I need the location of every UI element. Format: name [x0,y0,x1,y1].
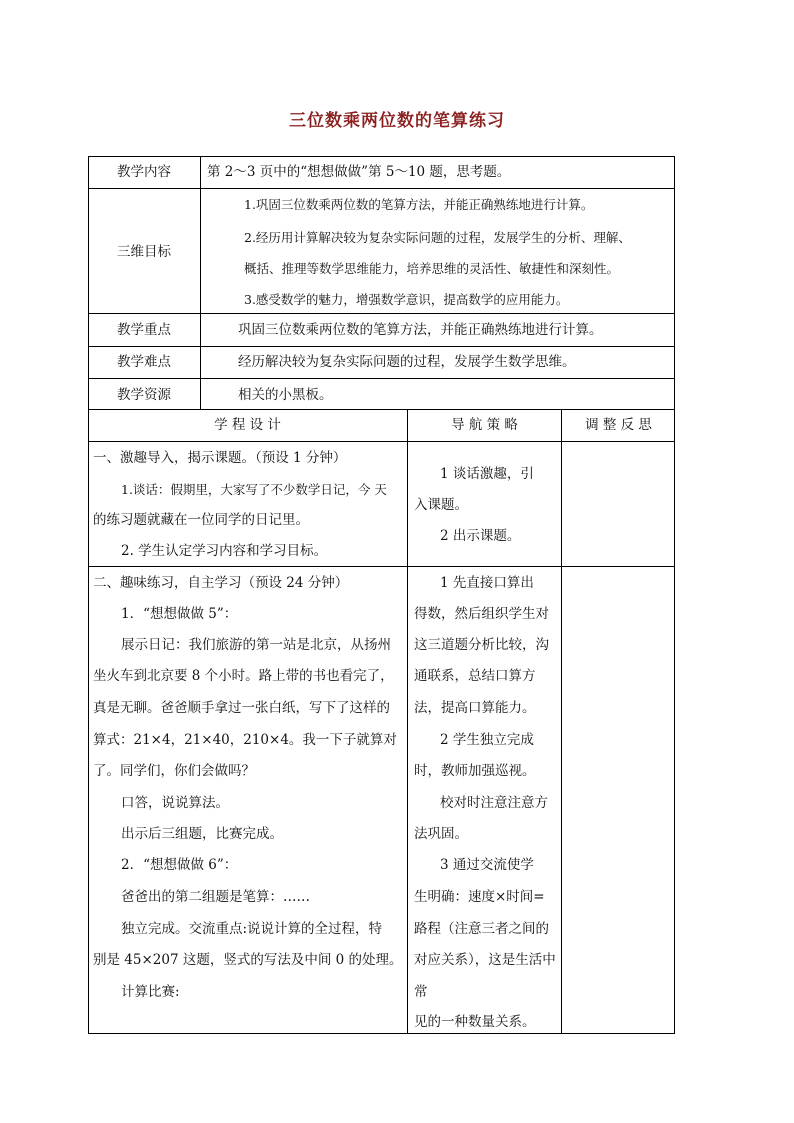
design-line: 出示后三组题，比赛完成。 [121,826,283,842]
design-line: 计算比赛: [121,984,180,1000]
key-text: 巩固三位数乘两位数的笔算方法，并能正确熟练地进行计算。 [238,322,603,338]
design-line: 一、激趣导入，揭示课题。（预设 1 分钟） [93,450,347,466]
design-line: 2. 学生认定学习内容和学习目标。 [121,543,328,559]
goal-line: 2.经历用计算解决较为复杂实际问题的过程，发展学生的分析、理解、 [244,230,631,245]
design-line: 坐火车到北京要 8 个小时。路上带的书也看完了， [93,668,394,684]
design-line: 爸爸出的第二组题是笔算：…… [121,889,310,905]
key-label: 教学重点 [117,322,171,338]
strategy-line: 1 先直接口算出 [440,575,534,591]
strategy-line: 3 通过交流使学 [440,857,534,873]
row-divider [88,188,675,189]
goal-line: 概括、推理等数学思维能力，培养思维的灵活性、敏捷性和深刻性。 [244,261,620,276]
strategy-line: 时，教师加强巡视。 [414,763,536,779]
strategy-line: 通联系，总结口算方 [414,668,536,684]
design-line: 二、趣味练习，自主学习（预设 24 分钟） [93,575,349,591]
strategy-line: 路程（注意三者之间的 [414,921,549,937]
design-line: 了。同学们，你们会做吗？ [93,763,255,779]
row-divider [88,346,675,347]
row-divider [88,441,675,442]
strategy-line: 见的一种数量关系。 [414,1014,536,1030]
strategy-line: 1 谈话激趣，引 [440,466,534,482]
difficulty-text: 经历解决较为复杂实际问题的过程，发展学生数学思维。 [238,354,576,370]
design-line: 的练习题就藏在一位同学的日记里。 [93,512,309,528]
strategy-line: 得数，然后组织学生对 [414,606,549,622]
goal-line: 3.感受数学的魅力，增强数学意识，提高数学的应用能力。 [244,292,569,307]
row-divider [88,313,675,314]
goal-line: 1.巩固三位数乘两位数的笔算方法，并能正确熟练地进行计算。 [244,197,594,212]
strategy-line: 2 学生独立完成 [440,732,534,748]
design-line: 别是 45×207 这题，竖式的写法及中间 0 的处理。 [93,952,403,968]
strategy-line: 法，提高口算能力。 [414,700,536,716]
strategy-line: 常 [414,984,428,1000]
content-label: 教学内容 [117,164,171,180]
design-line: 算式：21×4，21×40，210×4。我一下子就算对 [93,732,397,748]
difficulty-label: 教学难点 [117,354,171,370]
column-divider [561,409,562,1034]
header-design: 学 程 设 计 [214,417,281,433]
strategy-line: 这三道题分析比较，沟 [414,637,549,653]
resources-text: 相关的小黑板。 [238,387,333,403]
content-text: 第 2～3 页中的“想想做做”第 5～10 题，思考题。 [207,164,511,180]
strategy-line: 入课题。 [414,497,468,513]
header-reflection: 调 整 反 思 [585,417,652,433]
lesson-table [88,409,675,1034]
design-line: 独立完成。交流重点:说说计算的全过程，特 [121,921,383,937]
design-line: 1．“想想做做 5”： [121,606,238,622]
design-line: 展示日记：我们旅游的第一站是北京，从扬州 [121,637,391,653]
row-divider [88,566,675,567]
document-title: 三位数乘两位数的笔算练习 [289,111,505,131]
design-line: 2．“想想做做 6”： [121,857,238,873]
design-line: 1.谈话：假期里，大家写了不少数学日记，今 天 [121,482,387,497]
goals-label: 三维目标 [117,244,171,260]
row-divider [88,378,675,379]
strategy-line: 2 出示课题。 [440,528,521,544]
info-table-divider [200,156,201,410]
design-line: 真是无聊。爸爸顺手拿过一张白纸，写下了这样的 [93,700,390,716]
strategy-line: 对应关系），这是生活中 [414,952,556,968]
strategy-line: 法巩固。 [414,826,468,842]
resources-label: 教学资源 [117,387,171,403]
design-line: 口答，说说算法。 [121,795,229,811]
header-strategy: 导 航 策 略 [451,417,518,433]
strategy-line: 校对时注意注意方 [440,795,548,811]
column-divider [407,409,408,1034]
strategy-line: 生明确：速度×时间= [414,889,545,905]
